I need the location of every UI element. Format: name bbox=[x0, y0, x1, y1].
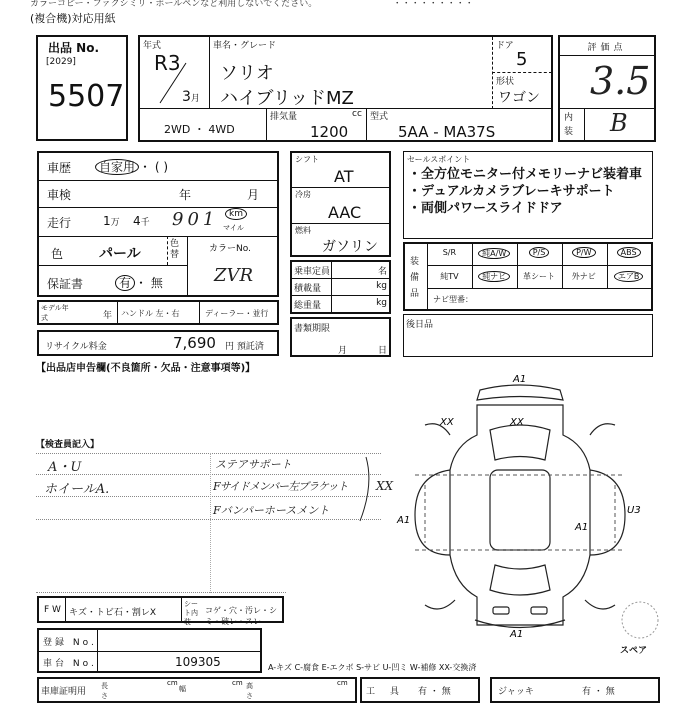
capacity-box bbox=[290, 260, 391, 314]
recolor-label: 色替 bbox=[170, 239, 180, 260]
mileage-hundreds: 901 bbox=[172, 209, 219, 230]
damage-mark: XX bbox=[510, 417, 524, 428]
equip-sunroof: S/R bbox=[442, 248, 457, 257]
load-unit: kg bbox=[376, 281, 387, 291]
tools-value: 有 ・ 無 bbox=[418, 687, 451, 697]
fuel-value: ガソリン bbox=[322, 239, 378, 255]
shift-label: シフト bbox=[295, 155, 319, 164]
declare-label: 【出品店申告欄(不良箇所・欠品・注意事項等)】 bbox=[36, 363, 256, 374]
docs-label: 書類期限 bbox=[294, 324, 331, 334]
vehicle-box bbox=[138, 35, 553, 142]
gross-label: 総重量 bbox=[294, 301, 322, 311]
equipment-row-1 bbox=[427, 248, 651, 259]
door-count: 5 bbox=[516, 49, 528, 70]
jack-value: 有 ・ 無 bbox=[582, 687, 615, 697]
inspector-note: ホイールA. bbox=[44, 482, 110, 497]
chassis-no-label: 車台 No. bbox=[43, 659, 97, 669]
tools-label: 工 具 bbox=[366, 687, 405, 697]
fw-items: キズ・トビ石・割レX bbox=[69, 608, 156, 618]
damage-mark: A1 bbox=[513, 375, 527, 385]
warranty-value: 有 ・ 無 bbox=[115, 274, 163, 291]
color-label: 色 bbox=[51, 247, 64, 261]
recycle-value: 7,690 bbox=[173, 334, 216, 352]
height-label: 高さ bbox=[246, 682, 253, 700]
sales-point: ・デュアルカメラブレーキサポート bbox=[408, 184, 615, 199]
tools-box bbox=[360, 677, 480, 703]
model-label: 型式 bbox=[370, 112, 389, 122]
top-note: カラーコピー・ファクシミリ・ボールペンなど利用しないでください。 ・・・・・・・・・ bbox=[30, 0, 474, 9]
garage-label: 車庫証明用 bbox=[41, 687, 87, 697]
spare-tire-circle bbox=[620, 600, 660, 640]
equip-alloy-wheels: 純A/W bbox=[478, 248, 510, 259]
inspection-label: 車検 bbox=[47, 188, 72, 202]
recycle-row bbox=[37, 330, 279, 356]
seat-items: コゲ・穴・汚レ・シミ・破レ・スレ bbox=[205, 606, 277, 626]
docs-day: 日 bbox=[378, 346, 388, 356]
later-items-box bbox=[403, 314, 653, 357]
glass-seat-row bbox=[37, 596, 284, 626]
chassis-number: 109305 bbox=[175, 655, 221, 669]
equip-power-steering: P/S bbox=[529, 247, 550, 258]
length-label: 長さ bbox=[101, 682, 108, 700]
specs-box bbox=[290, 151, 391, 257]
equipment-label: 装備品 bbox=[410, 257, 420, 299]
interior-score: B bbox=[610, 109, 628, 137]
inspector-label: 【検査員記入】 bbox=[36, 440, 100, 450]
unit-mile: マイル bbox=[223, 224, 244, 232]
later-items-label: 後日品 bbox=[406, 320, 434, 330]
history-box bbox=[37, 151, 279, 297]
displacement: 1200 bbox=[310, 123, 349, 141]
model-year-row bbox=[37, 300, 279, 325]
color-value: パール bbox=[99, 246, 141, 262]
score-box bbox=[558, 35, 656, 142]
sales-box bbox=[403, 151, 653, 239]
car-grade: ハイブリッドMZ bbox=[220, 88, 354, 109]
body-shape: ワゴン bbox=[498, 90, 540, 106]
history-label: 車歴 bbox=[47, 161, 72, 175]
unit-km: km bbox=[225, 209, 247, 219]
model-year-label: モデル年式 bbox=[41, 304, 69, 322]
recycle-label: リサイクル料金 bbox=[45, 342, 107, 352]
paper-note: (複合機)対応用紙 bbox=[30, 12, 116, 25]
replaced-mark: XX bbox=[376, 479, 394, 493]
inspection-year: 年 bbox=[179, 188, 192, 202]
registration-box bbox=[37, 628, 262, 673]
name-label: 車名・グレード bbox=[213, 41, 277, 51]
cm-unit: cm bbox=[337, 679, 348, 687]
sales-point: ・全方位モニター付メモリーナビ装着車 bbox=[408, 167, 643, 182]
model-year-unit: 年 bbox=[103, 311, 113, 321]
inspector-note: ステアサポート bbox=[215, 458, 292, 471]
color-no-label: カラーNo. bbox=[209, 244, 251, 254]
inspector-note: A・U bbox=[48, 460, 82, 475]
handle-side: ハンドル 左・右 bbox=[121, 309, 180, 318]
ac-value: AAC bbox=[328, 203, 362, 222]
lot-code: [2029] bbox=[46, 57, 76, 67]
shift-value: AT bbox=[334, 167, 354, 186]
shape-label: 形状 bbox=[496, 77, 515, 87]
nav-model-label: ナビ型番： bbox=[433, 295, 473, 304]
displacement-label: 排気量 bbox=[270, 112, 298, 122]
sales-label: セールスポイント bbox=[407, 155, 471, 164]
sales-points bbox=[408, 166, 642, 217]
capacity-label: 乗車定員 bbox=[294, 267, 331, 277]
color-no: ZVR bbox=[214, 265, 254, 286]
car-diagram bbox=[395, 375, 645, 640]
equip-power-windows: P/W bbox=[572, 247, 595, 258]
drive-type: 2WD ・ 4WD bbox=[164, 123, 235, 136]
garage-row bbox=[37, 677, 357, 703]
equipment-row-2 bbox=[427, 271, 651, 282]
score-label: 評価点 bbox=[587, 43, 627, 53]
width-label: 幅 bbox=[179, 685, 186, 693]
inspector-note: Fバンパーホースメント bbox=[213, 504, 330, 517]
cm-unit: cm bbox=[232, 679, 243, 687]
car-name: ソリオ bbox=[220, 63, 274, 84]
score-value: 3.5 bbox=[590, 59, 651, 103]
docs-box bbox=[290, 317, 391, 357]
fw-label: F W bbox=[44, 605, 61, 615]
gross-unit: kg bbox=[376, 298, 387, 308]
reg-no-label: 登録 No. bbox=[43, 638, 97, 648]
damage-mark: A1 bbox=[397, 515, 411, 526]
interior-label: 内装 bbox=[564, 113, 574, 137]
inspection-month: 月 bbox=[247, 188, 260, 202]
seat-label: シート内装 bbox=[184, 600, 198, 626]
jack-label: ジャッキ bbox=[498, 687, 534, 697]
ac-label: 冷房 bbox=[295, 190, 311, 199]
history-usage: 自家用 ・ ( ) bbox=[95, 158, 168, 175]
lot-box bbox=[36, 35, 128, 141]
inspector-note: Fサイドメンバー左ブラケット bbox=[213, 480, 348, 493]
door-label: ドア bbox=[496, 41, 514, 51]
year-label: 年式 bbox=[143, 41, 162, 51]
cc-unit: cc bbox=[352, 109, 362, 119]
capacity-unit: 名 bbox=[377, 267, 387, 277]
equip-tv: 純TV bbox=[440, 272, 459, 281]
lot-label: 出品 No. bbox=[48, 41, 100, 55]
damage-legend: A-キズ C-腐食 E-エクボ S-サビ U-凹ミ W-補修 XX-交換済 bbox=[268, 663, 477, 672]
damage-mark: A1 bbox=[575, 522, 589, 533]
year-month: 3月 bbox=[182, 89, 200, 105]
bracket-mark bbox=[356, 455, 376, 525]
equip-navi: 純ナビ bbox=[478, 271, 510, 282]
damage-mark: XX bbox=[440, 417, 454, 428]
spare-label: スペア bbox=[620, 646, 648, 656]
mileage-man: 1万 bbox=[103, 214, 120, 228]
equip-leather: 革シート bbox=[522, 272, 555, 281]
recycle-unit: 円 預託済 bbox=[225, 342, 264, 352]
dealer-import: ディーラー・並行 bbox=[205, 309, 269, 318]
equip-aftermarket-navi: 外ナビ bbox=[571, 272, 596, 281]
warranty-label: 保証書 bbox=[47, 277, 84, 291]
mileage-label: 走行 bbox=[47, 216, 72, 230]
damage-mark: U3 bbox=[627, 505, 641, 516]
cm-unit: cm bbox=[167, 679, 178, 687]
model-code: 5AA - MA37S bbox=[398, 123, 496, 141]
equipment-box bbox=[403, 242, 653, 311]
equip-abs: ABS bbox=[617, 247, 641, 258]
damage-mark: A1 bbox=[510, 629, 524, 640]
docs-month: 月 bbox=[338, 346, 348, 356]
sales-point: ・両側パワースライドドア bbox=[408, 201, 563, 216]
load-label: 積載量 bbox=[294, 284, 322, 294]
jack-box bbox=[490, 677, 660, 703]
era-year: R3 bbox=[154, 51, 181, 75]
fuel-label: 燃料 bbox=[295, 226, 311, 235]
lot-number: 5507 bbox=[48, 79, 125, 114]
equip-airbag: エアB bbox=[614, 271, 644, 282]
mileage-sen: 4千 bbox=[133, 214, 150, 228]
